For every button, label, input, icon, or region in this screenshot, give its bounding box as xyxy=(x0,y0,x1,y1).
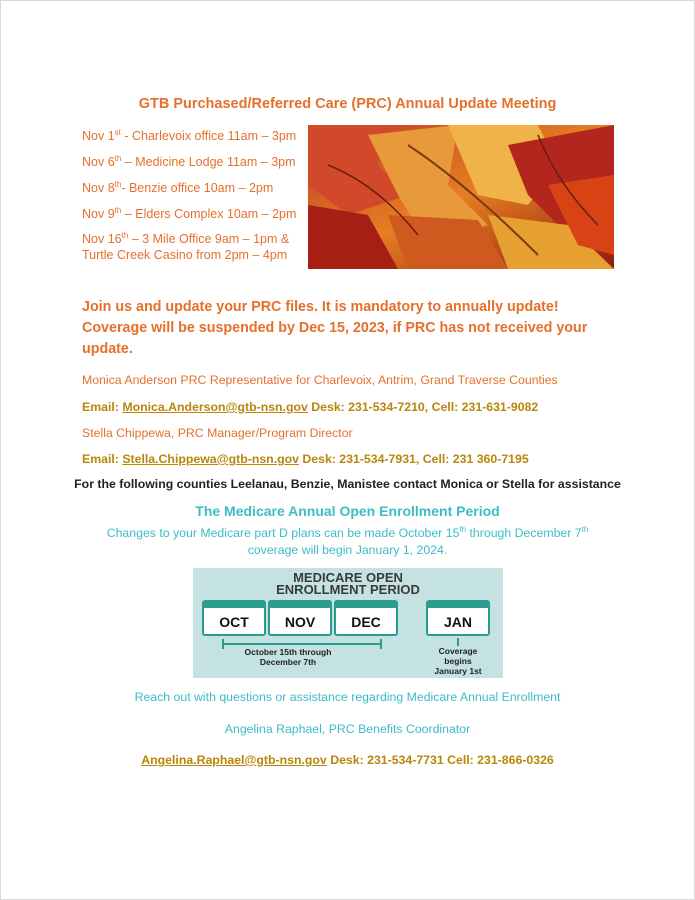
banner-line2: ENROLLMENT PERIOD xyxy=(276,582,420,597)
schedule-text: – Medicine Lodge 11am – 3pm xyxy=(121,155,296,170)
angelina-phones: Desk: 231-534-7731 Cell: 231-866-0326 xyxy=(326,753,554,767)
angelina-role: Angelina Raphael, PRC Benefits Coordinator xyxy=(224,722,471,736)
calendar-nov xyxy=(269,601,331,635)
email-label: Email: xyxy=(82,452,123,466)
schedule-day-suffix: th xyxy=(114,154,122,163)
page-title: GTB Purchased/Referred Care (PRC) Annual Update Meeting xyxy=(138,96,557,112)
schedule-row xyxy=(82,228,297,263)
schedule-text: – 3 Mile Office 9am – 1pm & xyxy=(128,232,290,247)
medicare-title: The Medicare Annual Open Enrollment Period xyxy=(195,503,500,519)
schedule-text-line2: Turtle Creek Casino from 2pm – 4pm xyxy=(82,248,288,263)
stella-phones: Desk: 231-534-7931, Cell: 231 360-7195 xyxy=(298,452,529,466)
schedule-text: – Elders Complex 10am – 2pm xyxy=(121,207,297,222)
autumn-leaves-image xyxy=(308,125,614,269)
month-nov: NOV xyxy=(284,614,316,630)
banner-line1: MEDICARE OPEN xyxy=(293,570,403,585)
calendar-dec xyxy=(335,601,397,635)
month-jan: JAN xyxy=(443,614,473,630)
schedule-day-suffix: th xyxy=(121,231,129,240)
meeting-schedule xyxy=(82,124,297,263)
calendar-jan xyxy=(427,601,489,635)
month-oct: OCT xyxy=(219,614,249,630)
counties-note: For the following counties Leelanau, Benzie, Manistee contact Monica or Stella for assistance xyxy=(74,477,621,491)
schedule-day: Nov 9 xyxy=(82,207,115,222)
angelina-contact xyxy=(0,753,695,767)
schedule-day: Nov 16 xyxy=(82,232,122,247)
coverage-label-2: begins xyxy=(444,656,472,666)
monica-phones: Desk: 231-534-7210, Cell: 231-631-9082 xyxy=(307,400,539,414)
schedule-row xyxy=(82,176,297,202)
monica-contact xyxy=(82,400,538,414)
schedule-row xyxy=(82,124,297,150)
schedule-day: Nov 6 xyxy=(82,155,115,170)
reach-out-text: Reach out with questions or assistance regarding Medicare Annual Enrollment xyxy=(134,690,561,704)
stella-email-link[interactable]: Stella.Chippewa@gtb-nsn.gov xyxy=(122,452,299,466)
medicare-text xyxy=(90,521,605,559)
monica-email-link[interactable]: Monica.Anderson@gtb-nsn.gov xyxy=(122,400,308,414)
medicare-text-a: Changes to your Medicare part D plans can be made October 15 xyxy=(106,526,460,541)
schedule-day-suffix: st xyxy=(114,128,121,137)
span-label-2: December 7th xyxy=(259,657,317,667)
stella-role: Stella Chippewa, PRC Manager/Program Director xyxy=(82,426,353,440)
schedule-day: Nov 1 xyxy=(82,129,115,144)
monica-role: Monica Anderson PRC Representative for Charlevoix, Antrim, Grand Traverse Counties xyxy=(82,373,558,387)
medicare-enrollment-banner xyxy=(193,568,503,678)
coverage-label-1: Coverage xyxy=(438,646,478,656)
stella-contact xyxy=(82,452,529,466)
email-label: Email: xyxy=(82,400,123,414)
schedule-day: Nov 8 xyxy=(82,181,115,196)
schedule-row xyxy=(82,150,297,176)
month-dec: DEC xyxy=(351,614,381,630)
medicare-text-b: through December 7 xyxy=(466,526,582,541)
schedule-day-suffix: th xyxy=(114,206,122,215)
schedule-text: - Benzie office 10am – 2pm xyxy=(121,181,274,196)
mandatory-update-notice: Join us and update your PRC files. It is mandatory to annually update! Coverage will be suspended by Dec 15, 2023, if PRC has not received your update. xyxy=(82,299,588,357)
span-label-1: October 15th through xyxy=(244,647,332,657)
schedule-day-suffix: th xyxy=(114,180,122,189)
medicare-sup-a: th xyxy=(459,525,467,534)
calendar-oct xyxy=(203,601,265,635)
medicare-text-c: coverage will begin January 1, 2024. xyxy=(247,543,448,558)
angelina-email-link[interactable]: Angelina.Raphael@gtb-nsn.gov xyxy=(141,753,327,767)
medicare-sup-b: th xyxy=(581,525,589,534)
schedule-row xyxy=(82,202,297,228)
schedule-text: - Charlevoix office 11am – 3pm xyxy=(120,129,297,144)
coverage-label-3: January 1st xyxy=(434,666,482,676)
